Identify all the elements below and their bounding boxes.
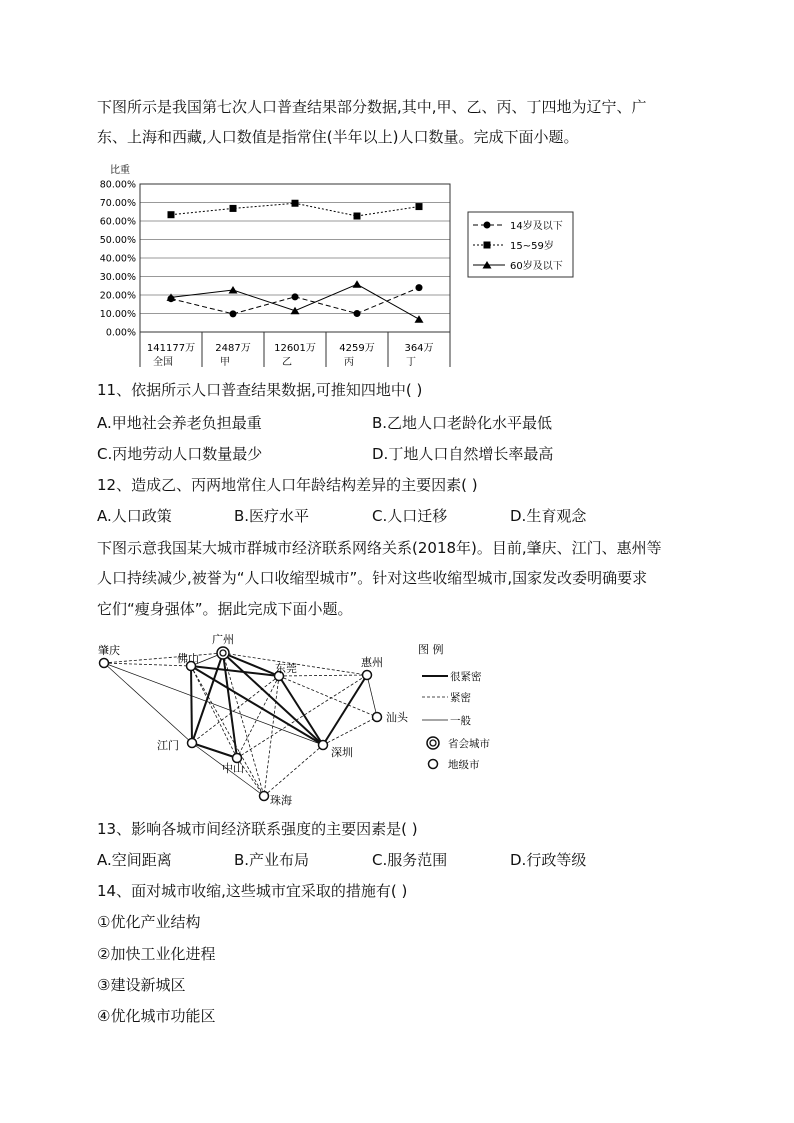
q12-option-a[interactable]: A.人口政策 xyxy=(97,507,172,525)
category-label: 丁 xyxy=(406,357,416,368)
link-normal xyxy=(104,663,323,745)
data-point xyxy=(229,286,238,294)
legend-label-strong: 很紧密 xyxy=(450,671,482,683)
y-tick-label: 40.00% xyxy=(99,253,136,265)
population-label: 2487万 xyxy=(215,343,251,354)
data-point xyxy=(168,211,175,218)
city-marker xyxy=(188,739,197,748)
city-marker xyxy=(363,671,372,680)
q11-stem: 11、依据所示人口普查结果数据,可推知四地中( ) xyxy=(97,381,423,399)
y-tick-label: 60.00% xyxy=(99,216,136,228)
q14-stem: 14、面对城市收缩,这些城市宜采取的措施有( ) xyxy=(97,882,408,900)
q12-option-b[interactable]: B.医疗水平 xyxy=(234,507,310,525)
q14-item-3[interactable]: ③建设新城区 xyxy=(97,976,186,994)
data-point xyxy=(354,213,361,220)
intro1-line2: 东、上海和西藏,人口数值是指常住(半年以上)人口数量。完成下面小题。 xyxy=(97,128,579,146)
capital-city-marker-inner xyxy=(220,650,226,656)
legend-label: 60岁及以下 xyxy=(510,261,563,272)
link-strong xyxy=(191,666,323,745)
data-point xyxy=(291,307,300,315)
q12-option-d[interactable]: D.生育观念 xyxy=(510,507,587,525)
y-tick-label: 80.00% xyxy=(99,179,136,191)
q14-item-1[interactable]: ①优化产业结构 xyxy=(97,913,201,931)
q13-option-a[interactable]: A.空间距离 xyxy=(97,851,172,869)
link-close xyxy=(279,675,367,676)
q13-option-b[interactable]: B.产业布局 xyxy=(234,851,310,869)
category-label: 全国 xyxy=(153,357,173,368)
city-marker xyxy=(373,713,382,722)
q13-option-c[interactable]: C.服务范围 xyxy=(372,851,448,869)
link-close xyxy=(237,676,279,758)
city-label: 珠海 xyxy=(270,794,292,807)
data-point xyxy=(230,205,237,212)
q11-option-b[interactable]: B.乙地人口老龄化水平最低 xyxy=(372,414,553,432)
legend-label-normal: 一般 xyxy=(450,715,471,727)
link-normal xyxy=(104,663,192,743)
legend-capital-icon-inner xyxy=(430,740,436,746)
category-label: 甲 xyxy=(220,357,230,368)
y-tick-label: 50.00% xyxy=(99,235,136,246)
y-tick-label: 30.00% xyxy=(99,272,136,283)
category-label: 丙 xyxy=(344,357,354,368)
data-point xyxy=(416,284,423,291)
city-label: 肇庆 xyxy=(98,644,120,657)
city-label: 江门 xyxy=(157,739,179,752)
q13-option-d[interactable]: D.行政等级 xyxy=(510,851,587,869)
legend-label: 14岁及以下 xyxy=(510,221,563,232)
data-point xyxy=(292,200,299,207)
city-label: 汕头 xyxy=(386,711,408,724)
y-tick-label: 70.00% xyxy=(99,198,136,209)
population-label: 364万 xyxy=(404,343,434,354)
legend-label-capital: 省会城市 xyxy=(448,738,490,750)
city-label: 深圳 xyxy=(331,746,353,759)
legend-title: 图 例 xyxy=(418,643,444,656)
city-marker xyxy=(319,741,328,750)
city-network-diagram xyxy=(90,625,510,810)
link-close xyxy=(264,745,323,796)
link-strong xyxy=(191,666,192,743)
category-label: 乙 xyxy=(282,357,292,368)
q11-option-c[interactable]: C.丙地劳动人口数量最少 xyxy=(97,445,263,463)
q11-option-a[interactable]: A.甲地社会养老负担最重 xyxy=(97,414,262,432)
legend-marker xyxy=(484,242,491,249)
population-label: 141177万 xyxy=(146,343,196,354)
city-label: 东莞 xyxy=(275,662,297,675)
y-tick-label: 10.00% xyxy=(99,309,136,320)
population-age-chart xyxy=(90,155,590,370)
legend-marker xyxy=(484,222,491,229)
city-marker xyxy=(260,792,269,801)
city-label: 广州 xyxy=(212,633,234,646)
y-axis-label: 比重 xyxy=(110,165,130,176)
data-point xyxy=(354,310,361,317)
data-point xyxy=(353,280,362,288)
data-point xyxy=(415,315,424,323)
legend-label-close: 紧密 xyxy=(450,692,471,704)
link-strong xyxy=(192,743,237,758)
legend-label-prefecture: 地级市 xyxy=(448,759,480,771)
link-close xyxy=(104,653,223,663)
link-close xyxy=(192,676,279,743)
intro1-line1: 下图所示是我国第七次人口普查结果部分数据,其中,甲、乙、丙、丁四地为辽宁、广 xyxy=(97,98,647,116)
q12-option-c[interactable]: C.人口迁移 xyxy=(372,507,448,525)
legend-label: 15~59岁 xyxy=(510,241,554,252)
q13-stem: 13、影响各城市间经济联系强度的主要因素是( ) xyxy=(97,820,418,838)
q11-option-d[interactable]: D.丁地人口自然增长率最高 xyxy=(372,445,554,463)
city-label: 中山 xyxy=(222,762,244,775)
city-marker xyxy=(100,659,109,668)
city-label: 佛山 xyxy=(177,652,199,665)
intro2-line3: 它们“瘦身强体”。据此完成下面小题。 xyxy=(97,600,353,618)
data-point xyxy=(416,203,423,210)
q12-stem: 12、造成乙、丙两地常住人口年龄结构差异的主要因素( ) xyxy=(97,476,478,494)
y-tick-label: 0.00% xyxy=(105,327,136,339)
population-label: 4259万 xyxy=(339,343,375,354)
link-normal xyxy=(367,675,377,717)
data-point xyxy=(292,293,299,300)
intro2-line2: 人口持续减少,被誉为“人口收缩型城市”。针对这些收缩型城市,国家发改委明确要求 xyxy=(97,569,648,587)
legend-prefecture-icon xyxy=(429,760,438,769)
y-tick-label: 20.00% xyxy=(99,290,136,302)
intro2-line1: 下图示意我国某大城市群城市经济联系网络关系(2018年)。目前,肇庆、江门、惠州等 xyxy=(97,539,662,557)
link-strong xyxy=(223,653,237,758)
q14-item-4[interactable]: ④优化城市功能区 xyxy=(97,1007,216,1025)
link-strong xyxy=(223,653,323,745)
population-label: 12601万 xyxy=(274,343,316,354)
q14-item-2[interactable]: ②加快工业化进程 xyxy=(97,945,216,963)
link-strong xyxy=(323,675,367,745)
city-label: 惠州 xyxy=(361,656,383,669)
data-point xyxy=(230,310,237,317)
